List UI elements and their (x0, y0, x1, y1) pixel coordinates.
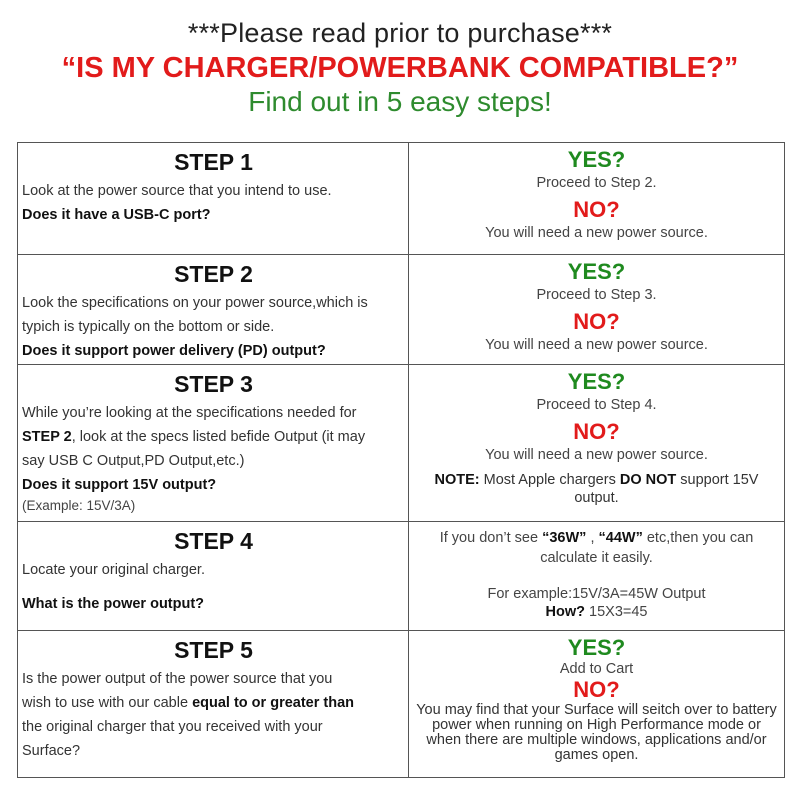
step1-yes: YES? (567, 147, 626, 172)
step-row-2 (18, 255, 785, 365)
step3-right-cell (409, 365, 785, 522)
step1-yes-text: Proceed to Step 2. (536, 175, 657, 191)
step3-step2-ref: STEP 2 (22, 429, 72, 445)
step3-note-part2: support 15V output. (574, 472, 759, 506)
step-row-1 (18, 143, 785, 255)
step1-no: NO? (573, 197, 620, 222)
step4-how (413, 603, 780, 621)
step4-text: Locate your original charger. (22, 562, 205, 578)
step2-right-cell (409, 255, 785, 365)
step5-text-line2 (22, 691, 405, 715)
step1-text: Look at the power source that you intend to use. (22, 183, 332, 199)
step5-yes: YES? (567, 635, 626, 660)
steps-table (17, 142, 785, 778)
step4-r-sep: , (586, 530, 599, 546)
step-row-5 (18, 631, 785, 778)
step5-text-bold: equal to or greater than (192, 695, 355, 711)
step5-text-line2-start: wish to use with our cable (22, 695, 193, 711)
step5-text-line1: Is the power output of the power source that you (22, 671, 333, 687)
step3-text-line3: say USB C Output,PD Output,etc.) (22, 453, 245, 469)
step5-text-line4: Surface? (22, 743, 81, 759)
header-subtitle: Find out in 5 easy steps! (248, 86, 552, 117)
step3-no-text: You will need a new power source. (485, 447, 708, 463)
step2-left-cell (18, 255, 409, 365)
step2-no: NO? (573, 309, 620, 334)
step4-explanation (413, 528, 780, 568)
step3-text-line2-rest: , look at the specs listed befide Output (it may (71, 429, 366, 445)
step5-no-text: You may find that your Surface will seitch over to battery power when running on High Performance mode or when there are multiple windows, applications and/or games open. (416, 702, 777, 763)
step5-right-cell (409, 631, 785, 778)
step3-question: Does it support 15V output? (22, 477, 217, 493)
step4-r-part2: etc,then you can calculate it easily. (540, 530, 754, 566)
step-row-3 (18, 365, 785, 522)
step1-no-text: You will need a new power source. (485, 225, 708, 241)
step1-question: Does it have a USB-C port? (22, 207, 211, 223)
step5-left-cell (18, 631, 409, 778)
step3-note-label: NOTE: (434, 472, 480, 488)
step5-yes-text: Add to Cart (559, 661, 634, 677)
step2-no-text: You will need a new power source. (485, 337, 708, 353)
step4-title: STEP 4 (174, 528, 253, 554)
step5-no: NO? (573, 677, 620, 702)
step3-title: STEP 3 (174, 371, 253, 397)
step4-r-q1: “36W” (542, 530, 587, 546)
step4-r-part1: If you don’t see (439, 530, 543, 546)
header-notice: ***Please read prior to purchase*** (187, 18, 613, 48)
step1-left-cell (18, 143, 409, 255)
step3-yes-text: Proceed to Step 4. (536, 397, 657, 413)
step3-example: (Example: 15V/3A) (22, 498, 136, 513)
step4-how-text: 15X3=45 (584, 604, 648, 620)
step5-title: STEP 5 (174, 637, 253, 663)
step-row-4 (18, 522, 785, 631)
step3-text-line1: While you’re looking at the specifications needed for (22, 405, 357, 421)
step2-yes: YES? (567, 259, 626, 284)
step2-question: Does it support power delivery (PD) output? (22, 343, 326, 359)
step1-right-cell (409, 143, 785, 255)
step2-title: STEP 2 (174, 261, 253, 287)
step4-right-cell (409, 522, 785, 631)
step4-left-cell (18, 522, 409, 631)
step2-yes-text: Proceed to Step 3. (536, 287, 657, 303)
step5-text-line3: the original charger that you received with your (22, 719, 323, 735)
step4-question: What is the power output? (22, 596, 205, 612)
step3-note-part1: Most Apple chargers (479, 472, 620, 488)
step3-text-line2 (22, 425, 405, 449)
step3-note-bold: DO NOT (619, 472, 677, 488)
step3-no: NO? (573, 419, 620, 444)
step3-left-cell (18, 365, 409, 522)
step1-title: STEP 1 (174, 149, 253, 175)
step3-note (413, 471, 780, 507)
step2-text-line1: Look the specifications on your power source,which is (22, 295, 368, 311)
step4-how-label: How? (545, 604, 585, 620)
step2-text-line2: typich is typically on the bottom or side. (22, 319, 275, 335)
step3-yes: YES? (567, 369, 626, 394)
step4-r-q2: “44W” (598, 530, 643, 546)
header-question: “IS MY CHARGER/POWERBANK COMPATIBLE?” (61, 52, 739, 84)
step4-example: For example:15V/3A=45W Output (487, 586, 706, 602)
